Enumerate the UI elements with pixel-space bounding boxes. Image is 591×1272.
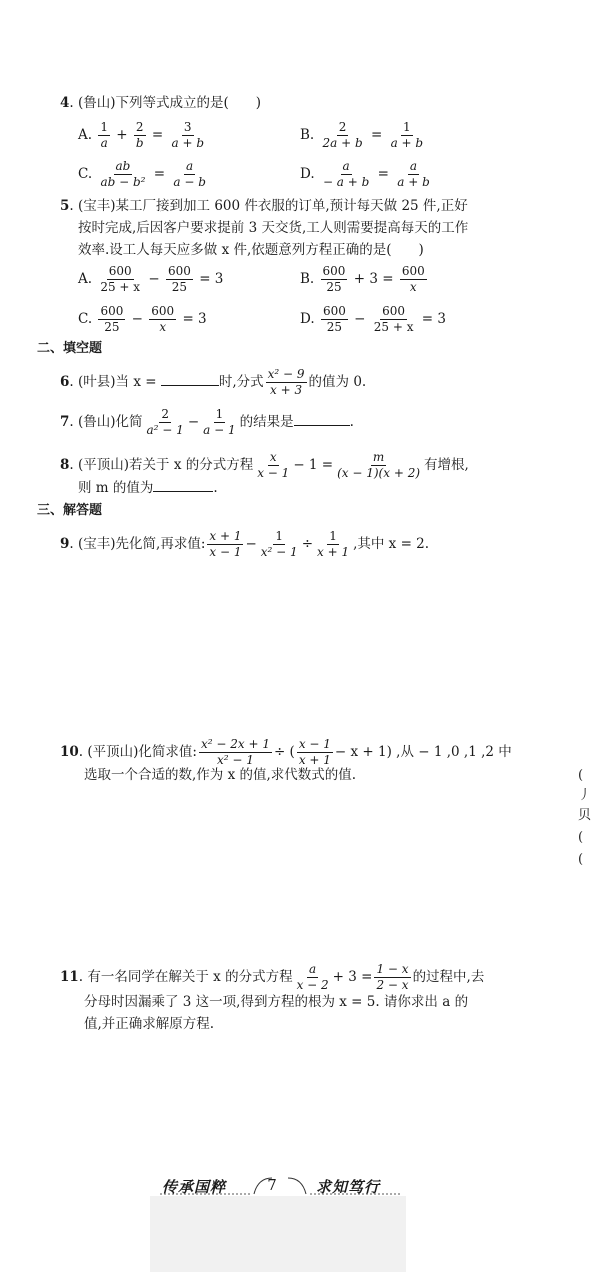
question-8-line1: 8. (平顶山)若关于 x 的分式方程 $\frac{x}{x - 1}$ − 1 = $\frac{m}{(x - 1)(x + 2)}$ 有增根, [60,450,469,480]
q8-answer-blank[interactable] [153,479,213,492]
q5-option-d: D. $\frac{600}{25}$ − $\frac{600}{25 + x}$ = 3 [300,304,446,334]
q6-answer-blank[interactable] [161,373,219,386]
question-10-line1: 10. (平顶山)化简求值: $\frac{\text{x² − 2x + 1}}{\text{x² − 1}}$ ÷ ( $\frac{x - 1}{x + 1}$ − x + 1) ,从 − 1 ,0 ,1 ,2 中 [60,737,512,767]
question-9: 9. (宝丰)先化简,再求值: $\frac{x + 1}{x - 1}$ − $\frac{1}{\text{x² − 1}}$ ÷ $\frac{1}{x + 1}$ ,其中 x = 2. [60,529,430,559]
edge-mark: 丿 [578,788,591,803]
question-11-line2: 分母时因漏乘了 3 这一项,得到方程的根为 x = 5. 请你求出 a 的 [84,994,469,1010]
question-4-stem: 4. (鲁山)下列等式成立的是( ) [60,95,262,111]
q4-option-c: C. $\frac{ab}{\text{ab − b²}}$ = $\frac{a}{a - b}$ [78,159,206,189]
question-6: 6. (叶县)当 x = 时,分式 $\frac{\text{x² − 9}}{x + 3}$ 的值为 0. [60,367,367,397]
question-11-line1: 11. 有一名同学在解关于 x 的分式方程 $\frac{a}{x - 2}$ + 3 = $\frac{1 - x}{2 - x}$ 的过程中,去 [60,962,485,992]
q4-option-b: B. $\frac{2}{2a + b}$ = $\frac{1}{a + b}$ [300,120,424,150]
footer-right-motto: 求知笃行 [316,1178,381,1196]
edge-mark: ( [578,830,584,845]
q7-answer-blank[interactable] [294,413,350,426]
page-number: 7 [267,1176,277,1194]
q5-option-a: A. $\frac{600}{25 + x}$ − $\frac{600}{25}$ = 3 [78,264,224,294]
question-10-line2: 选取一个合适的数,作为 x 的值,求代数式的值. [84,767,357,783]
question-7: 7. (鲁山)化简 $\frac{2}{\text{a² − 1}}$ − $\frac{1}{a - 1}$ 的结果是 . [60,407,354,437]
footer-left-motto: 传承国粹 [162,1178,227,1196]
question-5-line2: 按时完成,后因客户要求提前 3 天交货,工人则需要提高每天的工作 [78,220,469,236]
q5-option-b: B. $\frac{600}{25}$ + 3 = $\frac{600}{x}$ [300,264,425,294]
q4-option-a: A. $\frac{1}{a}$ + $\frac{2}{b}$ = $\frac{3}{a + b}$ [78,120,205,150]
q5-option-c: C. $\frac{600}{25}$ − $\frac{600}{x}$ = 3 [78,304,207,334]
question-5-line1: 5. (宝丰)某工厂接到加工 600 件衣服的订单,预计每天做 25 件,正好 [60,198,468,214]
section-answer-heading: 三、解答题 [37,503,103,518]
edge-mark: ( [578,852,584,867]
question-5-line3: 效率.设工人每天应多做 x 件,依题意列方程正确的是( ) [78,242,424,258]
edge-mark: ( [578,768,584,783]
question-11-line3: 值,并正确求解原方程. [84,1016,215,1032]
q4-option-d: D. $\frac{a}{- a + b}$ = $\frac{a}{a + b}$ [300,159,430,189]
edge-mark: 贝 [578,808,591,823]
footer-shaded-band [150,1196,406,1272]
question-8-line2: 则 m 的值为 . [78,480,218,496]
section-fill-in-heading: 二、填空题 [37,341,103,356]
